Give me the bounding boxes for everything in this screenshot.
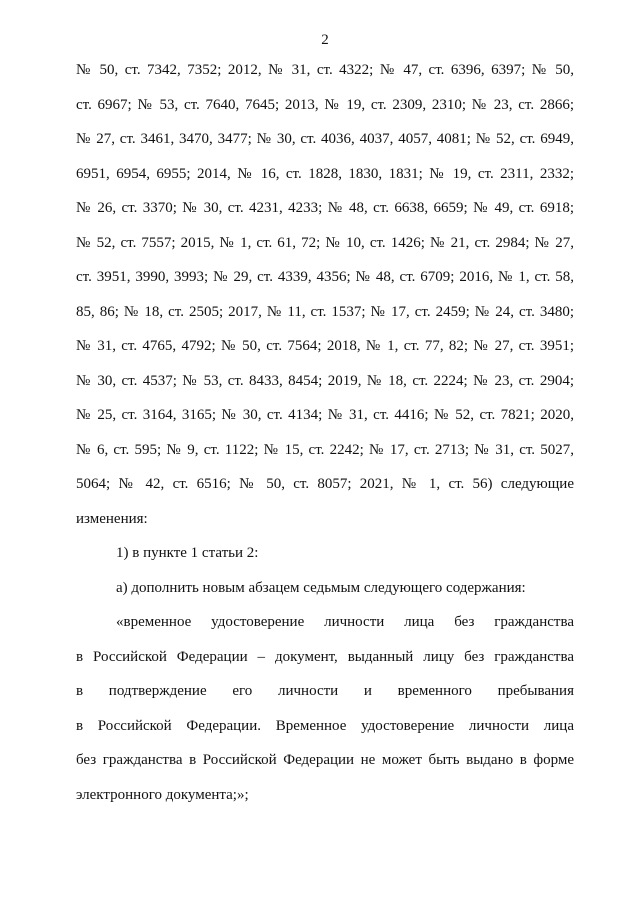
text-line: ст. 3951, 3990, 3993; № 29, ст. 4339, 4356; № 48, ст. 6709; 2016, № 1, ст. 58,	[76, 269, 574, 285]
text-line: № 50, ст. 7342, 7352; 2012, № 31, ст. 4322; № 47, ст. 6396, 6397; № 50,	[76, 62, 574, 78]
text-line: № 27, ст. 3461, 3470, 3477; № 30, ст. 4036, 4037, 4057, 4081; № 52, ст. 6949,	[76, 131, 574, 147]
text-line: в подтверждение его личности и временного пребывания	[76, 683, 574, 699]
text-line: № 31, ст. 4765, 4792; № 50, ст. 7564; 2018, № 1, ст. 77, 82; № 27, ст. 3951;	[76, 338, 574, 354]
text-line: без гражданства в Российской Федерации не может быть выдано в форме	[76, 752, 574, 768]
text-line: № 52, ст. 7557; 2015, № 1, ст. 61, 72; № 10, ст. 1426; № 21, ст. 2984; № 27,	[76, 234, 574, 251]
text-line: 6951, 6954, 6955; 2014, № 16, ст. 1828, 1830, 1831; № 19, ст. 2311, 2332;	[76, 165, 574, 182]
text-line: электронного документа;»;	[76, 786, 249, 803]
text-line: № 26, ст. 3370; № 30, ст. 4231, 4233; № 48, ст. 6638, 6659; № 49, ст. 6918;	[76, 200, 574, 216]
quoted-definition-paragraph	[76, 605, 574, 812]
text-line: в Российской Федерации – документ, выданный лицу без гражданства	[76, 648, 574, 665]
text-line: № 6, ст. 595; № 9, ст. 1122; № 15, ст. 2242; № 17, ст. 2713; № 31, ст. 5027,	[76, 441, 574, 458]
page-number: 2	[321, 32, 329, 48]
text-line: № 25, ст. 3164, 3165; № 30, ст. 4134; № 31, ст. 4416; № 52, ст. 7821; 2020,	[76, 407, 574, 423]
text-line: ст. 6967; № 53, ст. 7640, 7645; 2013, № 19, ст. 2309, 2310; № 23, ст. 2866;	[76, 96, 574, 113]
text-line: в Российской Федерации. Временное удостоверение личности лица	[76, 717, 574, 734]
text-line: № 30, ст. 4537; № 53, ст. 8433, 8454; 2019, № 18, ст. 2224; № 23, ст. 2904;	[76, 372, 574, 389]
text-line: изменения:	[76, 510, 148, 527]
item-1-paragraph: 1) в пункте 1 статьи 2:	[116, 545, 259, 561]
text-line: «временное удостоверение личности лица без гражданства	[116, 614, 574, 630]
text-line: 85, 86; № 18, ст. 2505; 2017, № 11, ст. 1537; № 17, ст. 2459; № 24, ст. 3480;	[76, 303, 574, 320]
references-paragraph	[76, 53, 574, 536]
text-line: 5064; № 42, ст. 6516; № 50, ст. 8057; 2021, № 1, ст. 56) следующие	[76, 476, 574, 492]
item-a-paragraph: а) дополнить новым абзацем седьмым следующего содержания:	[116, 579, 526, 596]
